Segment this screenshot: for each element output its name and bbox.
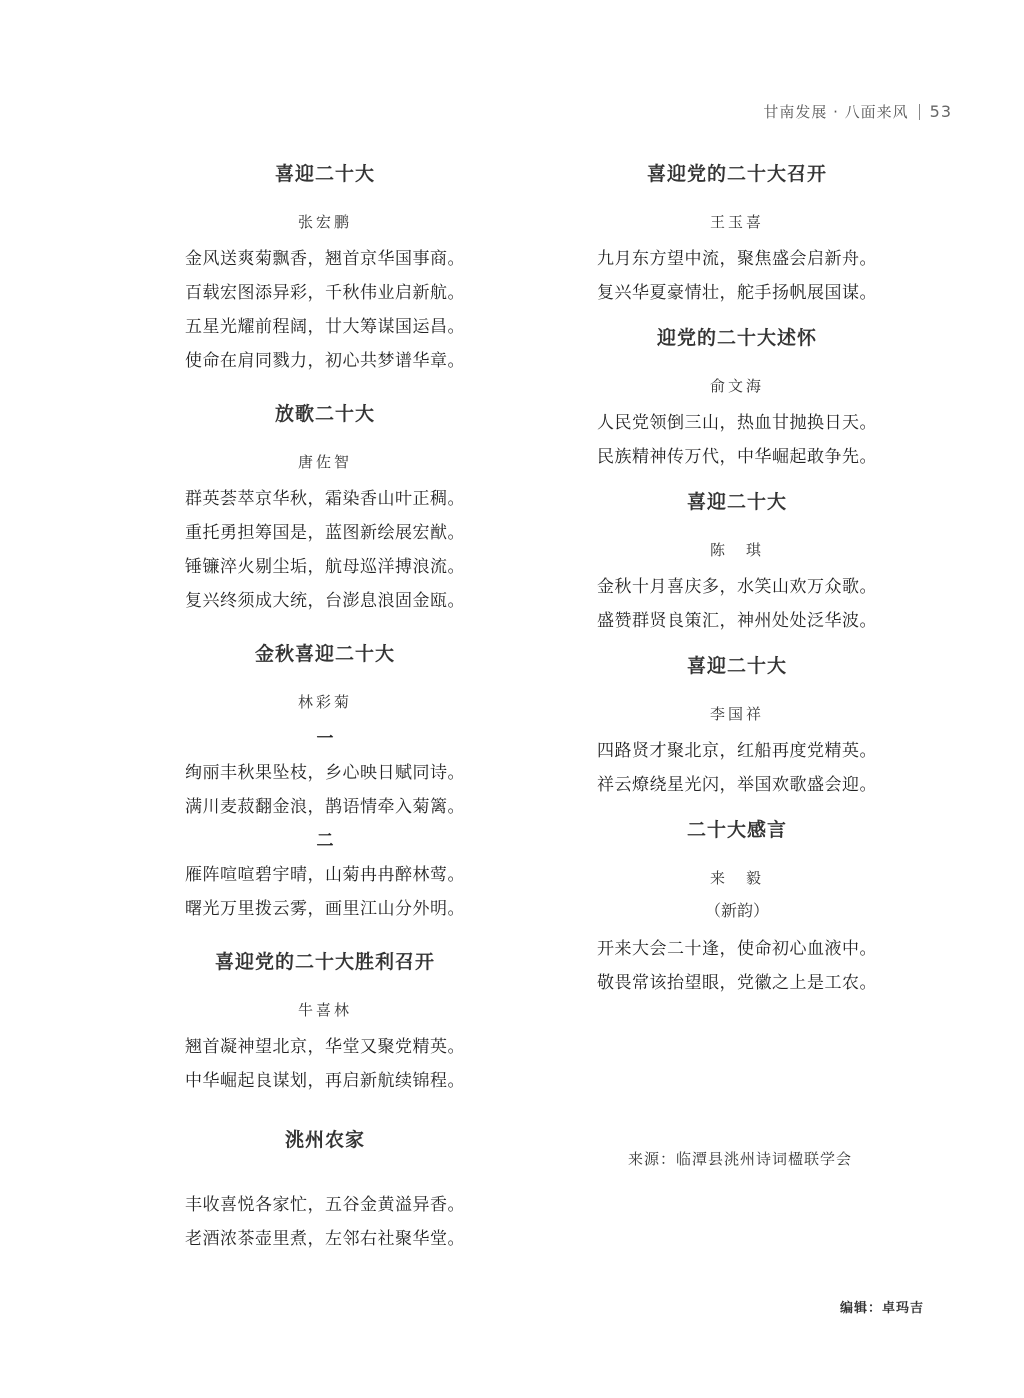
poem-4 bbox=[185, 948, 465, 1098]
poem-line: 翘首凝神望北京，华堂又聚党精英。 bbox=[185, 1037, 465, 1057]
poem-line: 中华崛起良谋划，再启新航续锦程。 bbox=[185, 1071, 465, 1091]
poem-author: 林彩菊 bbox=[297, 693, 352, 711]
poem-author: 俞文海 bbox=[709, 377, 764, 395]
poem-author: 唐佐智 bbox=[297, 453, 352, 471]
poem-note: （新韵） bbox=[704, 901, 769, 920]
poem-9 bbox=[597, 652, 877, 802]
poem-author: 李国祥 bbox=[709, 705, 764, 723]
poem-line: 民族精神传万代，中华崛起敢争先。 bbox=[597, 447, 877, 467]
left-column bbox=[185, 160, 465, 1256]
poem-line: 重托勇担筹国是，蓝图新绘展宏猷。 bbox=[185, 523, 465, 543]
section-title: 甘南发展 · 八面来风 bbox=[763, 103, 909, 121]
poem-line: 祥云燎绕星光闪，举国欢歌盛会迎。 bbox=[597, 775, 877, 795]
poem-line: 人民党领倒三山，热血甘抛换日天。 bbox=[597, 413, 877, 433]
page-number: 53 bbox=[929, 102, 952, 121]
editor-credit: 编辑：卓玛吉 bbox=[840, 1301, 925, 1316]
poem-5 bbox=[185, 1126, 465, 1256]
part-marker-two: 二 bbox=[316, 831, 334, 851]
poem-title: 放歌二十大 bbox=[274, 403, 375, 425]
poem-author: 来 毅 bbox=[709, 869, 764, 887]
poem-author: 王玉喜 bbox=[709, 213, 764, 231]
poem-title: 金秋喜迎二十大 bbox=[254, 643, 395, 665]
poem-line: 敬畏常该抬望眼，党徽之上是工农。 bbox=[597, 973, 877, 993]
header-divider bbox=[919, 104, 920, 120]
poem-lines bbox=[185, 1030, 465, 1098]
poem-line: 盛赞群贤良策汇，神州处处泛华波。 bbox=[597, 611, 877, 631]
poem-line: 雁阵喧喧碧宇晴，山菊冉冉醉林莺。 bbox=[185, 865, 465, 885]
poem-lines bbox=[185, 482, 465, 618]
poem-author: 牛喜林 bbox=[297, 1001, 352, 1019]
poem-line: 丰收喜悦各家忙，五谷金黄溢异香。 bbox=[185, 1195, 465, 1215]
poem-line: 复兴华夏豪情壮，舵手扬帆展国谋。 bbox=[597, 283, 877, 303]
poem-3 bbox=[185, 640, 465, 926]
poem-title: 二十大感言 bbox=[686, 819, 787, 841]
poem-lines bbox=[185, 242, 465, 378]
poem-6 bbox=[597, 160, 877, 310]
poem-title: 迎党的二十大述怀 bbox=[656, 327, 817, 349]
poem-line: 九月东方望中流，聚焦盛会启新舟。 bbox=[597, 249, 877, 269]
poem-title: 喜迎二十大 bbox=[686, 491, 787, 513]
poem-line: 群英荟萃京华秋，霜染香山叶正稠。 bbox=[185, 489, 465, 509]
poem-title: 喜迎二十大 bbox=[274, 163, 375, 185]
poem-8 bbox=[597, 488, 877, 638]
poem-line: 四路贤才聚北京，红船再度党精英。 bbox=[597, 741, 877, 761]
poem-title: 喜迎党的二十大胜利召开 bbox=[214, 951, 435, 973]
poem-title: 喜迎二十大 bbox=[686, 655, 787, 677]
poem-line: 绚丽丰秋果坠枝，乡心映日赋同诗。 bbox=[185, 763, 465, 783]
poem-10 bbox=[597, 816, 877, 1000]
right-column bbox=[597, 160, 877, 1000]
poem-author: 张宏鹏 bbox=[297, 213, 352, 231]
poem-line: 金秋十月喜庆多，水笑山欢万众歌。 bbox=[597, 577, 877, 597]
source-credit: 来源：临潭县洮州诗词楹联学会 bbox=[628, 1150, 853, 1168]
poem-line: 曙光万里拨云雾，画里江山分外明。 bbox=[185, 899, 465, 919]
poem-line: 五星光耀前程阔，廿大筹谋国运昌。 bbox=[185, 317, 465, 337]
poem-title: 喜迎党的二十大召开 bbox=[646, 163, 827, 185]
poem-author: 陈 琪 bbox=[709, 541, 764, 559]
poem-7 bbox=[597, 324, 877, 474]
poem-line: 开来大会二十逢，使命初心血液中。 bbox=[597, 939, 877, 959]
poem-title: 洮州农家 bbox=[284, 1129, 365, 1151]
poem-line: 锤镰淬火剔尘垢，航母巡洋搏浪流。 bbox=[185, 557, 465, 577]
poem-lines bbox=[185, 1188, 465, 1256]
poem-1 bbox=[185, 160, 465, 378]
poem-line: 满川麦菽翻金浪，鹊语情牵入菊篱。 bbox=[185, 797, 465, 817]
poem-2 bbox=[185, 400, 465, 618]
poem-line: 金风送爽菊飘香，翘首京华国事商。 bbox=[185, 249, 465, 269]
poem-line: 百载宏图添异彩，千秋伟业启新航。 bbox=[185, 283, 465, 303]
poem-line: 复兴终须成大统，台澎息浪固金瓯。 bbox=[185, 591, 465, 611]
poem-line: 老酒浓茶壶里煮，左邻右社聚华堂。 bbox=[185, 1229, 465, 1249]
part-marker-one: 一 bbox=[316, 729, 334, 749]
page-header bbox=[763, 101, 952, 122]
poem-line: 使命在肩同戮力，初心共梦谱华章。 bbox=[185, 351, 465, 371]
